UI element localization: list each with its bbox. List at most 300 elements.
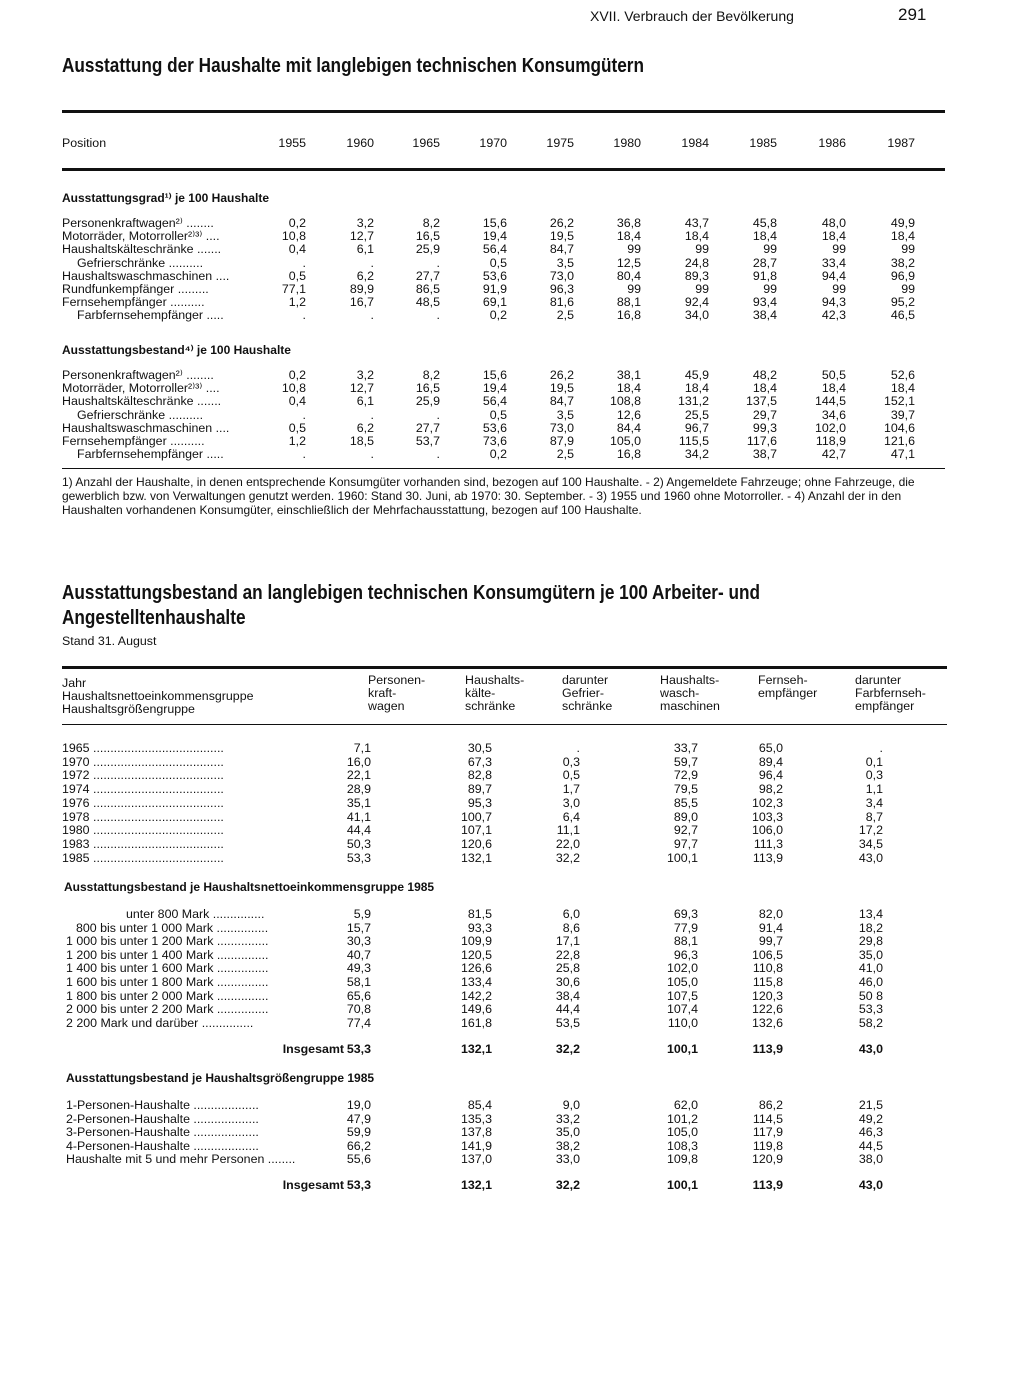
- cell-value: 113,9: [752, 850, 783, 865]
- table1-row: [0, 435, 1024, 448]
- cell-value: 44,4: [346, 823, 371, 838]
- cell-value: 120,5: [460, 947, 492, 962]
- cell-value: 49,2: [858, 1111, 883, 1126]
- cell-value: 120,3: [751, 988, 783, 1003]
- cell-value: 120,9: [751, 1152, 783, 1167]
- cell-value: 41,1: [346, 809, 371, 824]
- row-label: 1 800 bis unter 2 000 Mark ...............: [66, 988, 269, 1003]
- cell-value: 97,7: [673, 836, 698, 851]
- row-label: 1 600 bis unter 1 800 Mark ...............: [66, 975, 269, 989]
- cell-value: 62,0: [673, 1098, 698, 1112]
- cell-value: 117,9: [752, 1125, 783, 1140]
- table2-column-header: empfänger: [758, 686, 818, 700]
- cell-value: 122,6: [751, 1002, 783, 1017]
- table2-row: [0, 1003, 1024, 1016]
- table2-row: [0, 1140, 1024, 1153]
- cell-value: 55,6: [346, 1152, 371, 1167]
- cell-value: 56,4: [482, 242, 507, 257]
- cell-value: 38,1: [616, 368, 641, 382]
- cell-value: 0,2: [489, 308, 507, 323]
- cell-value: 16,7: [349, 295, 374, 310]
- cell-value: 3,0: [562, 795, 580, 810]
- chapter-header: XVII. Verbrauch der Bevölkerung: [590, 8, 794, 24]
- row-label: Haushaltskälteschränke .......: [62, 394, 222, 409]
- row-label: 1974 ......................................: [62, 782, 224, 797]
- cell-value: 38,2: [555, 1138, 580, 1153]
- table2-column-header: darunter: [855, 673, 902, 687]
- table1-row: [0, 448, 1024, 461]
- cell-value: 15,6: [482, 216, 507, 230]
- cell-value: 6,2: [356, 268, 374, 283]
- cell-value: 0,5: [562, 768, 580, 783]
- cell-value: 92,7: [673, 823, 698, 838]
- cell-value: 53,5: [555, 1015, 580, 1030]
- cell-value: 53,7: [415, 434, 440, 448]
- cell-value: 149,6: [460, 1002, 492, 1017]
- cell-value: 93,4: [752, 295, 777, 310]
- cell-value: 1,2: [288, 434, 306, 448]
- cell-value: 105,0: [666, 975, 698, 989]
- table1-year-header: 1970: [479, 136, 507, 150]
- table2-row: [0, 783, 1024, 796]
- cell-value: 0,4: [288, 242, 306, 257]
- row-label: Farbfernsehempfänger .....: [77, 308, 224, 323]
- cell-value: 15,6: [482, 368, 507, 382]
- table1-row: [0, 309, 1024, 322]
- row-label: Insgesamt: [282, 1178, 344, 1192]
- table2-top-rule: [62, 666, 947, 669]
- cell-value: 53,6: [482, 420, 507, 435]
- cell-value: 89,0: [673, 809, 698, 824]
- table1-year-header: 1987: [887, 136, 915, 150]
- table1-year-header: 1960: [346, 136, 374, 150]
- cell-value: 69,3: [673, 907, 698, 921]
- cell-value: .: [370, 308, 374, 323]
- table2-stub-header: Haushaltsnettoeinkommensgruppe: [62, 689, 254, 703]
- cell-value: 7,1: [353, 741, 371, 755]
- table2-column-header: wagen: [368, 699, 405, 713]
- cell-value: 46,3: [858, 1125, 883, 1140]
- row-label: 1965 ......................................: [62, 741, 224, 755]
- cell-value: 59,9: [346, 1125, 371, 1140]
- cell-value: 99: [901, 282, 915, 296]
- cell-value: 41,0: [858, 961, 883, 976]
- table1-row: [0, 369, 1024, 382]
- cell-value: 80,4: [616, 268, 641, 283]
- cell-value: 19,4: [482, 381, 507, 396]
- cell-value: 25,5: [684, 407, 709, 422]
- cell-value: .: [436, 407, 440, 422]
- table2-total-row: [0, 1043, 1024, 1056]
- cell-value: 19,5: [549, 381, 574, 396]
- cell-value: 16,5: [415, 229, 440, 244]
- table1-row: [0, 270, 1024, 283]
- cell-value: 132,1: [460, 1178, 492, 1192]
- cell-value: 18,5: [349, 434, 374, 448]
- cell-value: 18,4: [821, 229, 846, 244]
- cell-value: 12,7: [349, 381, 374, 396]
- cell-value: 103,3: [751, 809, 783, 824]
- cell-value: 109,9: [460, 934, 492, 949]
- table2-stub-header: Haushaltsgrößengruppe: [62, 702, 195, 716]
- cell-value: 27,7: [415, 268, 440, 283]
- row-label: 1983 ......................................: [62, 836, 224, 851]
- cell-value: 0,4: [288, 394, 306, 409]
- table1-year-header: 1985: [749, 136, 777, 150]
- cell-value: 126,6: [460, 961, 492, 976]
- row-label: Haushalte mit 5 und mehr Personen ........: [66, 1152, 296, 1167]
- cell-value: 34,0: [684, 308, 709, 323]
- cell-value: 99: [627, 242, 641, 257]
- cell-value: 106,0: [751, 823, 783, 838]
- table2-row: [0, 908, 1024, 921]
- row-label: Motorräder, Motorroller²⁾³⁾ ....: [62, 229, 220, 244]
- cell-value: 26,2: [549, 368, 574, 382]
- cell-value: 16,8: [616, 308, 641, 323]
- cell-value: 96,9: [890, 268, 915, 283]
- cell-value: 99: [695, 242, 709, 257]
- cell-value: 25,8: [555, 961, 580, 976]
- cell-value: 30,3: [346, 934, 371, 949]
- row-label: 2 000 bis unter 2 200 Mark ...............: [66, 1002, 269, 1017]
- table2-row: [0, 769, 1024, 782]
- cell-value: .: [302, 308, 306, 323]
- cell-value: 29,7: [752, 407, 777, 422]
- cell-value: 18,4: [821, 381, 846, 396]
- cell-value: 36,8: [616, 216, 641, 230]
- table1-year-header: 1986: [818, 136, 846, 150]
- cell-value: 19,4: [482, 229, 507, 244]
- cell-value: 82,8: [467, 768, 492, 783]
- cell-value: 25,9: [415, 242, 440, 257]
- cell-value: 133,4: [460, 975, 492, 989]
- table1-section-heading: Ausstattungsbestand⁴⁾ je 100 Haushalte: [62, 343, 291, 357]
- table1-row: [0, 243, 1024, 256]
- cell-value: 131,2: [677, 394, 709, 409]
- cell-value: 32,2: [555, 1042, 580, 1056]
- cell-value: 18,2: [858, 920, 883, 935]
- cell-value: 77,9: [673, 920, 698, 935]
- cell-value: 10,8: [281, 381, 306, 396]
- cell-value: 86,5: [415, 282, 440, 296]
- cell-value: 81,6: [549, 295, 574, 310]
- table2-column-header: Haushalts-: [660, 673, 720, 687]
- cell-value: 38,2: [890, 255, 915, 270]
- cell-value: .: [302, 447, 306, 462]
- table1-year-header: 1984: [681, 136, 709, 150]
- cell-value: 110,0: [667, 1015, 698, 1030]
- cell-value: 28,7: [752, 255, 777, 270]
- cell-value: 22,0: [555, 836, 580, 851]
- cell-value: 99,3: [752, 420, 777, 435]
- cell-value: 81,5: [467, 907, 492, 921]
- table1-title: Ausstattung der Haushalte mit langlebigen technischen Konsumgütern: [62, 55, 645, 77]
- cell-value: 38,7: [752, 447, 777, 462]
- cell-value: 0,3: [562, 754, 580, 769]
- cell-value: 137,5: [745, 394, 777, 409]
- cell-value: 115,8: [752, 975, 783, 989]
- cell-value: 111,3: [753, 836, 783, 851]
- cell-value: 17,1: [555, 934, 580, 949]
- table2-section-heading: Ausstattungsbestand je Haushaltsgrößengruppe 1985: [66, 1071, 375, 1085]
- cell-value: 105,0: [609, 434, 641, 448]
- cell-value: 99: [832, 282, 846, 296]
- cell-value: 89,3: [684, 268, 709, 283]
- cell-value: 65,6: [346, 988, 371, 1003]
- cell-value: 38,0: [858, 1152, 883, 1167]
- row-label: 1 000 bis unter 1 200 Mark ...............: [66, 934, 269, 949]
- table2-row: [0, 756, 1024, 769]
- cell-value: 39,7: [890, 407, 915, 422]
- cell-value: 79,5: [673, 782, 698, 797]
- cell-value: 86,2: [758, 1098, 783, 1112]
- cell-value: 95,3: [467, 795, 492, 810]
- row-label: Insgesamt: [282, 1042, 344, 1056]
- cell-value: 0,5: [489, 255, 507, 270]
- cell-value: 44,5: [858, 1138, 883, 1153]
- cell-value: 118,9: [815, 434, 846, 448]
- cell-value: 96,7: [684, 420, 709, 435]
- cell-value: 84,7: [549, 394, 574, 409]
- cell-value: 25,9: [415, 394, 440, 409]
- cell-value: 18,4: [616, 229, 641, 244]
- row-label: 1970 ......................................: [62, 754, 224, 769]
- cell-value: 32,2: [555, 850, 580, 865]
- cell-value: 0,5: [288, 268, 306, 283]
- cell-value: 77,1: [281, 282, 306, 296]
- cell-value: 84,7: [549, 242, 574, 257]
- row-label: Haushaltskälteschränke .......: [62, 242, 222, 257]
- cell-value: 137,0: [460, 1152, 492, 1167]
- table2-row: [0, 1017, 1024, 1030]
- cell-value: 107,5: [666, 988, 698, 1003]
- table2-column-header: empfänger: [855, 699, 915, 713]
- cell-value: 17,2: [858, 823, 883, 838]
- table1-row: [0, 422, 1024, 435]
- row-label: Fernsehempfänger ..........: [62, 295, 205, 310]
- table1-row: [0, 230, 1024, 243]
- cell-value: 38,4: [555, 988, 580, 1003]
- cell-value: 33,7: [673, 741, 698, 755]
- cell-value: 91,4: [758, 920, 783, 935]
- cell-value: 102,0: [814, 420, 846, 435]
- cell-value: 18,4: [684, 381, 709, 396]
- table1-footnote: 1) Anzahl der Haushalte, in denen entsprechende Konsumgüter vorhanden sind, bezogen auf 100 Haushalte. - 2) Angemeldete Fahrzeuge; ohne Fahrzeuge, die gewerblich bzw. von Verwaltungen genutzt werden. 1960: Stand 30. Juni, ab 1970: 30. September. - 3) 1955 und 1960 ohne Motorroller. - 4) Anzahl der in den Haushalten vorhandenen Konsumgüter, einschließlich der Mehrfachausstattung, bezogen auf 100 Haushalte.: [62, 475, 915, 517]
- cell-value: 99: [763, 242, 777, 257]
- table2-total-row: [0, 1179, 1024, 1192]
- table2-header-rule: [62, 724, 947, 725]
- table2-column-header: maschinen: [660, 699, 720, 713]
- table2-column-header: wasch-: [660, 686, 700, 700]
- cell-value: 77,4: [346, 1015, 371, 1030]
- cell-value: 43,0: [858, 1042, 883, 1056]
- cell-value: 18,4: [890, 229, 915, 244]
- cell-value: 108,3: [666, 1138, 698, 1153]
- cell-value: 152,1: [883, 394, 915, 409]
- cell-value: 89,4: [758, 754, 783, 769]
- table2-column-header: schränke: [562, 699, 613, 713]
- cell-value: 15,7: [346, 920, 371, 935]
- cell-value: 33,4: [821, 255, 846, 270]
- table1-row: [0, 283, 1024, 296]
- cell-value: 100,7: [460, 809, 492, 824]
- cell-value: 101,2: [666, 1111, 698, 1126]
- cell-value: 50 8: [858, 988, 883, 1003]
- table2-subtitle: Stand 31. August: [62, 634, 157, 648]
- cell-value: 46,5: [890, 308, 915, 323]
- table1-row: [0, 257, 1024, 270]
- cell-value: 99: [695, 282, 709, 296]
- cell-value: 48,5: [415, 295, 440, 310]
- table2-row: [0, 824, 1024, 837]
- cell-value: 11,1: [556, 823, 580, 838]
- table1-year-header: 1980: [613, 136, 641, 150]
- cell-value: 137,8: [460, 1125, 492, 1140]
- table2-row: [0, 1126, 1024, 1139]
- cell-value: 22,8: [555, 947, 580, 962]
- cell-value: 99: [763, 282, 777, 296]
- cell-value: 47,1: [890, 447, 915, 462]
- cell-value: 96,3: [549, 282, 574, 296]
- cell-value: 119,8: [752, 1138, 783, 1153]
- cell-value: 18,4: [684, 229, 709, 244]
- cell-value: 73,6: [482, 434, 507, 448]
- cell-value: 6,1: [356, 242, 374, 257]
- cell-value: 85,4: [467, 1098, 492, 1112]
- table2-row: [0, 922, 1024, 935]
- table1-year-header: 1965: [412, 136, 440, 150]
- cell-value: .: [576, 741, 580, 755]
- cell-value: .: [436, 447, 440, 462]
- cell-value: 49,9: [890, 216, 915, 230]
- cell-value: 0,2: [288, 216, 306, 230]
- cell-value: .: [436, 308, 440, 323]
- cell-value: 96,4: [758, 768, 783, 783]
- table1-row: [0, 217, 1024, 230]
- table2-stub-header: Jahr: [62, 676, 87, 690]
- cell-value: 3,5: [556, 407, 574, 422]
- cell-value: 106,5: [751, 947, 783, 962]
- row-label: Gefrierschränke ..........: [77, 255, 204, 270]
- cell-value: 102,0: [666, 961, 698, 976]
- table2-column-header: kraft-: [368, 686, 397, 700]
- cell-value: 107,1: [460, 823, 492, 838]
- row-label: Personenkraftwagen²⁾ ........: [62, 368, 214, 382]
- cell-value: .: [370, 407, 374, 422]
- cell-value: 32,2: [555, 1178, 580, 1192]
- cell-value: 99: [901, 242, 915, 257]
- table2-title-line2: Angestelltenhaushalte: [62, 607, 246, 629]
- table2-row: [0, 852, 1024, 865]
- cell-value: 1,1: [865, 782, 883, 797]
- cell-value: 42,7: [821, 447, 846, 462]
- cell-value: 66,2: [346, 1138, 371, 1153]
- cell-value: 59,7: [673, 754, 698, 769]
- cell-value: 53,3: [346, 1178, 371, 1192]
- table2-title-line1: Ausstattungsbestand an langlebigen technischen Konsumgütern je 100 Arbeiter- und: [62, 582, 760, 604]
- cell-value: 53,3: [346, 850, 371, 865]
- cell-value: .: [436, 255, 440, 270]
- cell-value: 33,0: [555, 1152, 580, 1167]
- cell-value: 44,4: [555, 1002, 580, 1017]
- cell-value: 48,2: [752, 368, 777, 382]
- table2-row: [0, 797, 1024, 810]
- cell-value: 113,9: [752, 1178, 783, 1192]
- cell-value: 1,7: [562, 782, 580, 797]
- cell-value: 18,4: [616, 381, 641, 396]
- table2-row: [0, 949, 1024, 962]
- table2-row: [0, 742, 1024, 755]
- cell-value: 3,5: [556, 255, 574, 270]
- cell-value: 22,1: [346, 768, 371, 783]
- cell-value: 38,4: [752, 308, 777, 323]
- table2-column-header: darunter: [562, 673, 609, 687]
- table2-column-header: Haushalts-: [465, 673, 525, 687]
- table1-year-header: 1975: [546, 136, 574, 150]
- cell-value: 56,4: [482, 394, 507, 409]
- row-label: unter 800 Mark ...............: [126, 907, 265, 921]
- row-label: 1 400 bis unter 1 600 Mark ...............: [66, 961, 269, 976]
- row-label: 1985 ......................................: [62, 850, 224, 865]
- cell-value: 95,2: [890, 295, 915, 310]
- row-label: 800 bis unter 1 000 Mark ...............: [76, 920, 269, 935]
- cell-value: 0,3: [865, 768, 883, 783]
- cell-value: 47,9: [346, 1111, 371, 1126]
- row-label: Motorräder, Motorroller²⁾³⁾ ....: [62, 381, 220, 396]
- cell-value: 6,4: [562, 809, 580, 824]
- cell-value: 117,6: [746, 434, 777, 448]
- cell-value: 43,7: [684, 216, 709, 230]
- cell-value: 100,1: [666, 1178, 698, 1192]
- table2-column-header: Personen-: [368, 673, 426, 687]
- row-label: Fernsehempfänger ..........: [62, 434, 205, 448]
- cell-value: 18,4: [752, 381, 777, 396]
- row-label: 2 200 Mark und darüber ...............: [66, 1015, 254, 1030]
- table2-column-header: Gefrier-: [562, 686, 604, 700]
- cell-value: 99: [627, 282, 641, 296]
- cell-value: 9,0: [562, 1098, 580, 1112]
- cell-value: 84,4: [616, 420, 641, 435]
- row-label: 1972 ......................................: [62, 768, 224, 783]
- table2-column-header: Farbfernseh-: [855, 686, 926, 700]
- cell-value: 34,2: [684, 447, 709, 462]
- cell-value: 99: [832, 242, 846, 257]
- cell-value: 135,3: [460, 1111, 492, 1126]
- cell-value: 0,2: [489, 447, 507, 462]
- cell-value: 82,0: [758, 907, 783, 921]
- cell-value: 102,3: [751, 795, 783, 810]
- cell-value: .: [370, 255, 374, 270]
- cell-value: .: [879, 741, 883, 755]
- cell-value: 88,1: [616, 295, 641, 310]
- table1-row: [0, 382, 1024, 395]
- cell-value: 70,8: [346, 1002, 371, 1017]
- cell-value: 100,1: [666, 1042, 698, 1056]
- cell-value: 73,0: [549, 420, 574, 435]
- cell-value: 8,7: [865, 809, 883, 824]
- row-label: 1980 ......................................: [62, 823, 224, 838]
- table1-header-rule: [62, 168, 945, 171]
- cell-value: 35,0: [858, 947, 883, 962]
- table1-row: [0, 296, 1024, 309]
- cell-value: 35,1: [346, 795, 371, 810]
- row-label: 1976 ......................................: [62, 795, 224, 810]
- row-label: 2-Personen-Haushalte ...................: [66, 1111, 259, 1126]
- cell-value: 5,9: [353, 907, 371, 921]
- cell-value: 50,3: [346, 836, 371, 851]
- cell-value: 93,3: [467, 920, 492, 935]
- cell-value: 8,2: [422, 216, 440, 230]
